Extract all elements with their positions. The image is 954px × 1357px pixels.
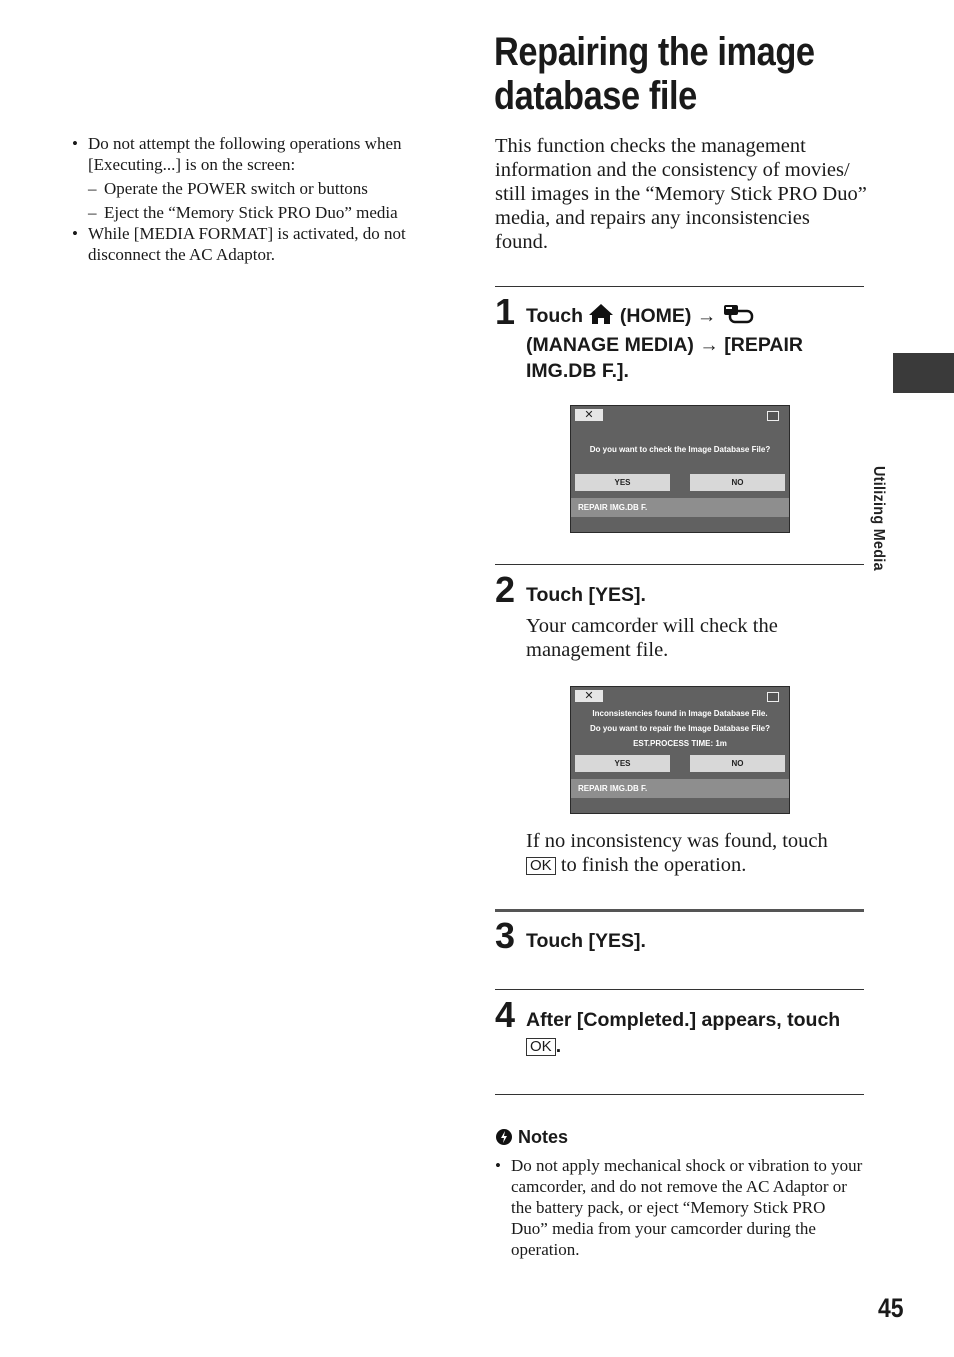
screen-line-3: EST.PROCESS TIME: 1m [633, 739, 727, 748]
yes-button[interactable]: YES [575, 755, 670, 772]
ok-button-icon: OK [526, 857, 556, 875]
step-4-heading-post: . [555, 1035, 562, 1057]
step-4-heading-pre: After [Completed.] appears, touch [526, 1009, 841, 1031]
close-icon[interactable]: ✕ [575, 690, 603, 702]
notes-list [495, 1155, 865, 1260]
home-icon [588, 303, 614, 332]
no-button[interactable]: NO [690, 755, 785, 772]
bullet-dot: • [495, 1156, 501, 1175]
close-icon[interactable]: ✕ [575, 409, 603, 421]
step-2-heading: Touch [YES]. [526, 584, 646, 606]
divider [495, 1094, 864, 1095]
divider [495, 564, 864, 565]
intro-paragraph: This function checks the management information and the consistency of movies/ still images in the “Memory Stick PRO Duo” media, and repairs any inconsistencies found. [495, 135, 867, 253]
media-icon [767, 411, 779, 421]
yes-button[interactable]: YES [575, 474, 670, 491]
section-label: Utilizing Media [870, 466, 887, 571]
step-1-home: (HOME) [619, 305, 692, 327]
section-tab [893, 353, 954, 393]
step-1-number: 1 [495, 291, 516, 332]
step-1-manage: (MANAGE MEDIA) [526, 334, 694, 356]
ok-button-icon: OK [526, 1038, 556, 1056]
step-2-number: 2 [495, 569, 516, 610]
notes-icon [495, 1128, 513, 1151]
divider [495, 286, 864, 287]
step-2-after-post: to finish the operation. [560, 854, 747, 876]
step-2-body: Your camcorder will check the management file. [526, 615, 778, 661]
left-bullet-1 [72, 133, 444, 175]
no-button[interactable]: NO [690, 474, 785, 491]
notes-item-text: Do not apply mechanical shock or vibration to your camcorder, and do not remove the AC Adaptor or the battery pack, or eject “Memory Stick PRO Duo” media from your camcorder during the operation. [511, 1156, 863, 1259]
left-bullet-1-text: Do not attempt the following operations when [Executing...] is on the screen: [88, 134, 402, 174]
step-2-after-pre: If no inconsistency was found, touch [526, 830, 828, 852]
arrow-icon: → [696, 305, 717, 327]
notes-item [495, 1155, 865, 1260]
step-1-repair: [REPAIR IMG.DB F.]. [526, 334, 803, 382]
step-4-heading [526, 1007, 866, 1059]
notes-heading [495, 1126, 568, 1151]
step-3-number: 3 [495, 915, 516, 956]
left-subitem-2: – Eject the “Memory Stick PRO Duo” media [88, 203, 398, 222]
divider [495, 989, 864, 990]
left-subitem-1-text: Operate the POWER switch or buttons [104, 179, 368, 198]
media-icon [767, 692, 779, 702]
arrow-icon: → [699, 334, 719, 356]
bullet-dot: • [72, 224, 78, 243]
divider [495, 909, 864, 912]
left-subitem-2-text: Eject the “Memory Stick PRO Duo” media [104, 203, 398, 222]
left-notes [72, 133, 444, 265]
screen-repair-database [570, 686, 790, 814]
bullet-dot: • [72, 134, 78, 153]
left-bullet-2-text: While [MEDIA FORMAT] is activated, do not disconnect the AC Adaptor. [88, 224, 406, 264]
screen-line-1: Inconsistencies found in Image Database File. [592, 709, 768, 718]
screen-check-database [570, 405, 790, 533]
step-1-touch: Touch [526, 305, 584, 327]
page-number: 45 [878, 1293, 904, 1323]
step-3-heading: Touch [YES]. [526, 930, 646, 952]
page-title: Repairing the image database file [494, 30, 815, 118]
step-1-heading [526, 303, 866, 384]
left-bullet-2 [72, 223, 444, 265]
manage-media-icon [722, 303, 756, 332]
screen-footer: REPAIR IMG.DB F. [571, 498, 789, 517]
step-2-after [526, 829, 866, 877]
left-subitem-1: – Operate the POWER switch or buttons [88, 179, 368, 198]
step-4-number: 4 [495, 994, 516, 1035]
screen-line-2: Do you want to repair the Image Database File? [589, 724, 771, 733]
screen-footer: REPAIR IMG.DB F. [571, 779, 789, 798]
screen-message: Do you want to check the Image Database File? [589, 445, 771, 454]
notes-heading-text: Notes [518, 1127, 569, 1147]
